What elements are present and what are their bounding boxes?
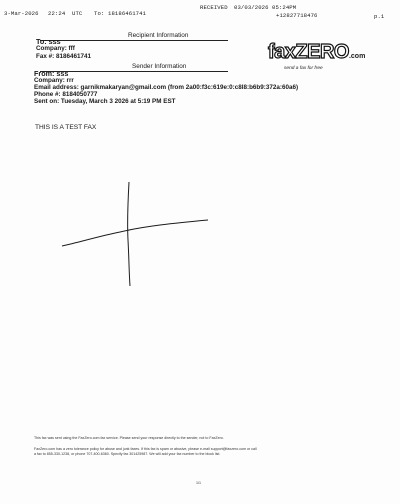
sender-from: From: sss: [34, 69, 69, 78]
logo-tagline: send a fax for free: [284, 66, 323, 71]
logo-suffix: .com: [348, 53, 366, 60]
message-body: THIS IS A TEST FAX: [35, 124, 97, 131]
handwritten-cross-mark: [60, 180, 220, 290]
footer-line-3: a fax to 855-330-1238, or phone 707-400-6360. Specify fax 301425987. We will add your fax number to the block list.: [34, 452, 221, 456]
fax-sender-number: +12827718476: [276, 12, 318, 19]
footer-line-1: This fax was sent using the FaxZero.com fax service. Please send your response directly to the sender, not to FaxZero.: [34, 436, 224, 440]
recipient-fax: Fax #: 8186461741: [36, 53, 91, 60]
sender-sent-on: Sent on: Tuesday, March 3 2026 at 5:19 PM EST: [34, 98, 176, 105]
fax-to-number: 18186461741: [108, 10, 147, 17]
footer-line-2: FaxZero.com has a zero tolerance policy for abuse and junk faxes. If this fax is spam or abusive, please e-mail support@faxzero.com or call: [34, 447, 257, 451]
fax-page-label: p.1: [374, 13, 385, 20]
sender-email: Email address: garnikmakaryan@gmail.com (from 2a00:f3c:619e:0:c8l8:b6b9:372a:60a6): [34, 84, 299, 91]
fax-timezone: UTC: [72, 10, 83, 17]
footer-page-number: 1/1: [196, 481, 201, 485]
recipient-to: To: sss: [36, 37, 61, 46]
recipient-rule: [40, 40, 228, 41]
recipient-company: Company: fff: [36, 45, 75, 52]
fax-to-label: To:: [94, 10, 105, 17]
fax-time: 22:24: [48, 10, 66, 17]
sender-phone: Phone #: 8184050777: [34, 91, 98, 98]
fax-received-datetime: 03/03/2026 05:24PM: [234, 4, 297, 11]
sender-company: Company: rrr: [34, 77, 74, 84]
faxzero-logo: [268, 42, 365, 63]
logo-word: faxZERO: [268, 41, 349, 63]
sender-section-title: Sender Information: [132, 63, 187, 70]
recipient-section-title: Recipient Information: [128, 32, 189, 39]
fax-date: 3-Mar-2026: [4, 10, 39, 17]
fax-received-label: RECEIVED: [200, 4, 228, 11]
